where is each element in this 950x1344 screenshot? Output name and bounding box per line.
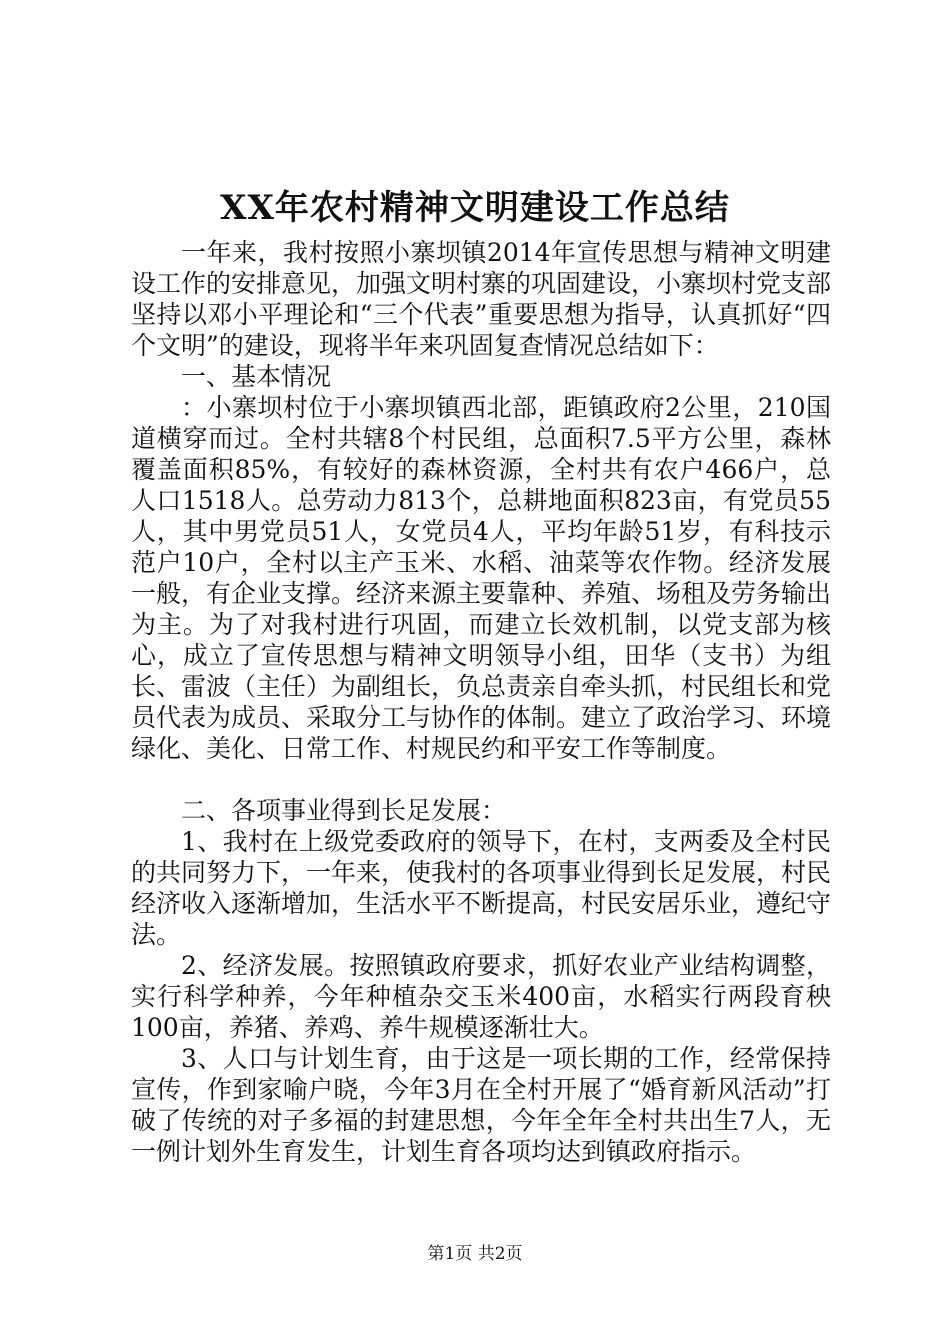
paragraph-item-1: 1、我村在上级党委政府的领导下，在村，支两委及全村民的共同努力下，一年来，使我村的各项事业得到长足发展，村民经济收入逐渐增加，生活水平不断提高，村民安居乐业，遵纪守法。 <box>131 827 832 949</box>
page-number: 第1页 共2页 <box>427 1244 523 1264</box>
document-body <box>131 237 831 1167</box>
paragraph-item-2: 2、经济发展。按照镇政府要求，抓好农业产业结构调整，实行科学种养，今年种植杂交玉米400亩，水稻实行两段育秧100亩，养猪、养鸡、养牛规模逐渐壮大。 <box>131 951 831 1042</box>
section-heading-development: 二、各项事业得到长足发展： <box>181 796 507 825</box>
document-title: XX年农村精神文明建设工作总结 <box>220 188 730 228</box>
paragraph-item-3: 3、人口与计划生育，由于这是一项长期的工作，经常保持宣传，作到家喻户晓，今年3月在全村开展了“婚育新风活动”打破了传统的对子多福的封建思想，今年全年全村共出生7人，无一例计划外生育发生，计划生育各项均达到镇政府指示。 <box>131 1044 831 1166</box>
blank-line <box>131 764 831 795</box>
paragraph-basic-situation: ：小寨坝村位于小寨坝镇西北部，距镇政府2公里，210国道横穿而过。全村共辖8个村民组，总面积7.5平方公里，森林覆盖面积85%，有较好的森林资源，全村共有农户466户，总人口1518人。总劳动力813个，总耕地面积823亩，有党员55人，其中男党员51人，女党员4人，平均年龄51岁，有科技示范户10户，全村以主产玉米、水稻、油菜等农作物。经济发展一般，有企业支撑。经济来源主要靠种、养殖、场租及劳务输出为主。为了对我村进行巩固，而建立长效机制，以党支部为核心，成立了宣传思想与精神文明领导小组，田华（支书）为组长、雷波（主任）为副组长，负总责亲自牵头抓，村民组长和党员代表为成员、采取分工与协作的体制。建立了政治学习、环境绿化、美化、日常工作、村规民约和平安工作等制度。 <box>131 393 832 763</box>
section-heading-basic-situation: 一、基本情况 <box>181 362 332 391</box>
paragraph-intro: 一年来，我村按照小寨坝镇2014年宣传思想与精神文明建设工作的安排意见，加强文明村寨的巩固建设，小寨坝村党支部坚持以邓小平理论和“三个代表”重要思想为指导，认真抓好“四个文明”的建设，现将半年来巩固复查情况总结如下： <box>131 238 832 360</box>
